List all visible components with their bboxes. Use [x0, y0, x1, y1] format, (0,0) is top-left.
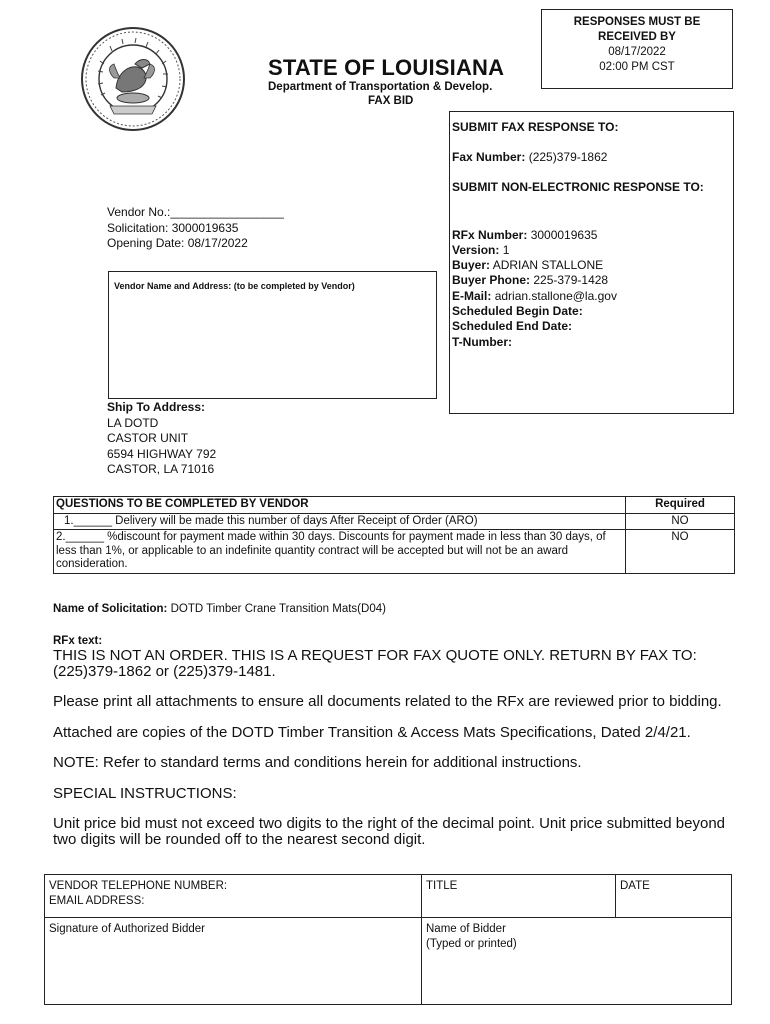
vendor-info — [107, 205, 284, 252]
bidder-name-cell[interactable] — [422, 918, 732, 1005]
buyer-line — [452, 258, 603, 274]
page-title: STATE OF LOUISIANA — [268, 55, 505, 80]
rfx-paragraph-6: Unit price bid must not exceed two digits to the right of the decimal point. Unit price submitted beyond two digits will be rounded off to the nearest second digit. — [53, 815, 726, 848]
bidder-name-label: Name of Bidder — [426, 923, 506, 935]
buyer-value: ADRIAN STALLONE — [492, 258, 604, 272]
ship-to-address — [107, 400, 216, 478]
table-row — [45, 918, 732, 1005]
opening-date: Opening Date: 08/17/2022 — [107, 236, 248, 250]
vendor-box-label: Vendor Name and Address: (to be completed by Vendor) — [114, 281, 355, 291]
title-cell[interactable] — [422, 875, 616, 918]
vendor-name-address-box[interactable] — [108, 271, 437, 399]
solicitation-name-line — [53, 603, 386, 615]
fax-number-value: (225)379-1862 — [528, 150, 608, 164]
rfx-number-line — [452, 228, 597, 244]
question-2[interactable]: 2.______ %discount for payment made within 30 days. Discounts for payment made in less than 30 days, of less than 1%, or applicable to an indefinite quantity contract will be accepted but will not be an award consideration. — [54, 530, 626, 574]
table-header-row — [54, 497, 735, 514]
ship-to-label: Ship To Address: — [107, 400, 206, 414]
email-value[interactable]: adrian.stallone@la.gov — [494, 289, 617, 303]
question-1-required: NO — [626, 513, 735, 530]
deadline-time: 02:00 PM CST — [599, 61, 675, 73]
vendor-questions-table — [53, 496, 735, 574]
question-2-required: NO — [626, 530, 735, 574]
ship-to-line2: CASTOR UNIT — [107, 431, 189, 445]
date-cell[interactable] — [616, 875, 732, 918]
fax-number-line — [452, 150, 607, 166]
fax-response-heading: SUBMIT FAX RESPONSE TO: — [452, 120, 619, 134]
title-label: TITLE — [426, 880, 458, 892]
scheduled-begin-label: Scheduled Begin Date: — [452, 304, 583, 318]
questions-heading: QUESTIONS TO BE COMPLETED BY VENDOR — [54, 497, 626, 514]
solicitation-name-value: DOTD Timber Crane Transition Mats(D04) — [170, 603, 386, 615]
required-heading: Required — [626, 497, 735, 514]
version-label: Version: — [452, 243, 500, 257]
rfx-text-label: RFx text: — [53, 635, 103, 647]
rfx-paragraph-4: NOTE: Refer to standard terms and conditions herein for additional instructions. — [53, 754, 582, 771]
version-value: 1 — [502, 243, 510, 257]
response-deadline-box — [541, 9, 733, 89]
bidder-name-note: (Typed or printed) — [426, 938, 517, 950]
vendor-contact-cell[interactable] — [45, 875, 422, 918]
signature-table — [44, 874, 732, 1005]
fax-number-label: Fax Number: — [452, 150, 526, 164]
buyer-phone-value: 225-379-1428 — [533, 273, 609, 287]
t-number-label: T-Number: — [452, 335, 512, 349]
solicitation-name-label: Name of Solicitation: — [53, 603, 168, 615]
vendor-telephone-label: VENDOR TELEPHONE NUMBER: — [49, 880, 228, 892]
deadline-line2: RECEIVED BY — [598, 31, 676, 43]
buyer-label: Buyer: — [452, 258, 491, 272]
solicitation-number: Solicitation: 3000019635 — [107, 220, 239, 235]
ship-to-line1: LA DOTD — [107, 415, 159, 430]
table-row — [54, 530, 735, 574]
ship-to-line4: CASTOR, LA 71016 — [107, 462, 215, 476]
rfx-number-label: RFx Number: — [452, 228, 528, 242]
rfx-number-value: 3000019635 — [530, 228, 598, 242]
deadline-line1: RESPONSES MUST BE — [573, 16, 701, 28]
date-label: DATE — [620, 880, 650, 892]
response-contact-box — [449, 111, 734, 414]
state-seal — [80, 26, 186, 132]
scheduled-end-label: Scheduled End Date: — [452, 319, 573, 333]
rfx-paragraph-3: Attached are copies of the DOTD Timber Transition & Access Mats Specifications, Dated 2/4/21. — [53, 723, 691, 741]
question-1[interactable]: 1.______ Delivery will be made this number of days After Receipt of Order (ARO) — [54, 513, 626, 530]
email-address-label: EMAIL ADDRESS: — [49, 895, 145, 907]
vendor-number-field[interactable]: Vendor No.:_________________ — [107, 205, 284, 219]
rfx-paragraph-1: THIS IS NOT AN ORDER. THIS IS A REQUEST FOR FAX QUOTE ONLY. RETURN BY FAX TO: (225)379-1862 or (225)379-1481. — [53, 647, 697, 680]
department-name: Department of Transportation & Develop. — [268, 81, 493, 93]
version-line — [452, 243, 509, 259]
deadline-date: 08/17/2022 — [608, 46, 666, 58]
email-label: E-Mail: — [452, 289, 492, 303]
rfx-text-body — [53, 648, 743, 862]
table-row — [54, 513, 735, 530]
ship-to-line3: 6594 HIGHWAY 792 — [107, 446, 217, 461]
non-electronic-heading: SUBMIT NON-ELECTRONIC RESPONSE TO: — [452, 180, 704, 194]
form-type: FAX BID — [368, 95, 414, 107]
rfx-paragraph-5: SPECIAL INSTRUCTIONS: — [53, 784, 237, 802]
table-row — [45, 875, 732, 918]
buyer-phone-line — [452, 273, 608, 289]
email-line — [452, 289, 617, 305]
rfx-paragraph-2: Please print all attachments to ensure all documents related to the RFx are reviewed prior to bidding. — [53, 693, 722, 710]
signature-cell[interactable] — [45, 918, 422, 1005]
buyer-phone-label: Buyer Phone: — [452, 273, 531, 287]
signature-label: Signature of Authorized Bidder — [49, 923, 205, 935]
